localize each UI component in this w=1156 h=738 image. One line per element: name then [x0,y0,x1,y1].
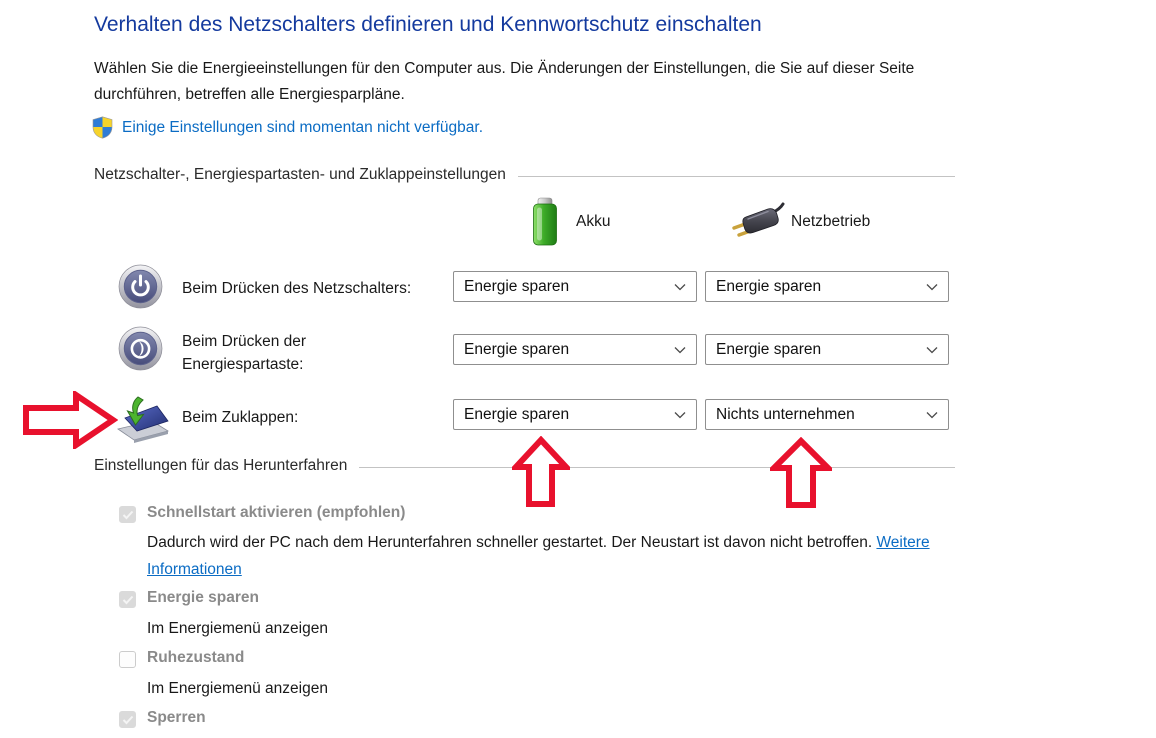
chevron-down-icon [926,283,938,291]
checkbox-sleep-menu [119,591,136,608]
chevron-down-icon [926,346,938,354]
checkbox-fast-startup [119,506,136,523]
checkbox-fast-startup-label: Schnellstart aktivieren (empfohlen) [147,504,406,521]
select-sleep-button-ac[interactable] [705,334,949,365]
select-lid-close-ac[interactable] [705,399,949,430]
sleep-menu-description: Im Energiemenü anzeigen [147,620,328,637]
checkbox-lock-menu-label: Sperren [147,709,206,726]
red-arrow-annotation-up-ac [770,437,832,509]
unavailable-settings-link[interactable] [92,116,483,139]
select-power-button-ac-value: Energie sparen [716,277,822,295]
chevron-down-icon [674,283,686,291]
sleep-button-icon [118,326,163,371]
chevron-down-icon [674,346,686,354]
section-rule [518,176,955,177]
section-rule [359,467,955,468]
chevron-down-icon [926,411,938,419]
select-power-button-battery-value: Energie sparen [464,277,570,295]
uac-shield-icon [92,116,113,139]
laptop-lid-close-icon [110,391,170,443]
column-battery-label: Akku [576,213,611,230]
select-lid-close-battery[interactable] [453,399,697,430]
row-power-button-label: Beim Drücken des Netzschalters: [182,280,412,297]
battery-icon [531,197,559,247]
section-button-settings-title: Netzschalter-, Energiespartasten- und Zuklappeinstellungen [94,166,506,183]
select-power-button-battery[interactable] [453,271,697,302]
select-lid-close-battery-value: Energie sparen [464,405,570,423]
red-arrow-annotation-up-battery [512,436,570,508]
power-plug-icon [728,201,786,241]
checkbox-hibernate-menu[interactable] [119,651,136,668]
section-shutdown-settings-title: Einstellungen für das Herunterfahren [94,457,348,474]
page-title: Verhalten des Netzschalters definieren und Kennwortschutz einschalten [94,13,762,36]
chevron-down-icon [674,411,686,419]
select-sleep-button-battery-value: Energie sparen [464,340,570,358]
checkbox-lock-menu [119,711,136,728]
row-lid-close-label: Beim Zuklappen: [182,409,299,426]
fast-startup-description-text: Dadurch wird der PC nach dem Herunterfahren schneller gestartet. Der Neustart ist davon nicht betroffen. [147,534,877,551]
checkbox-hibernate-menu-label: Ruhezustand [147,649,245,666]
check-icon [122,510,134,520]
check-icon [122,715,134,725]
column-ac-label: Netzbetrieb [791,213,871,230]
hibernate-menu-description: Im Energiemenü anzeigen [147,680,328,697]
row-sleep-button-label: Beim Drücken der Energiespartaste: [182,333,307,373]
check-icon [122,595,134,605]
select-sleep-button-battery[interactable] [453,334,697,365]
select-sleep-button-ac-value: Energie sparen [716,340,822,358]
unavailable-settings-label: Einige Einstellungen sind momentan nicht verfügbar. [122,118,484,136]
checkbox-sleep-menu-label: Energie sparen [147,589,259,606]
power-button-icon [118,264,163,309]
section-button-settings [94,166,955,184]
page-description: Wählen Sie die Energieeinstellungen für den Computer aus. Die Änderungen der Einstellungen, die Sie auf dieser Seite durchführen, betreffen alle Energiesparpläne. [94,60,915,103]
select-power-button-ac[interactable] [705,271,949,302]
more-info-link[interactable]: Weitere Informationen [147,534,930,578]
fast-startup-description [147,529,944,583]
red-arrow-annotation-right [22,391,118,449]
select-lid-close-ac-value: Nichts unternehmen [716,405,855,423]
